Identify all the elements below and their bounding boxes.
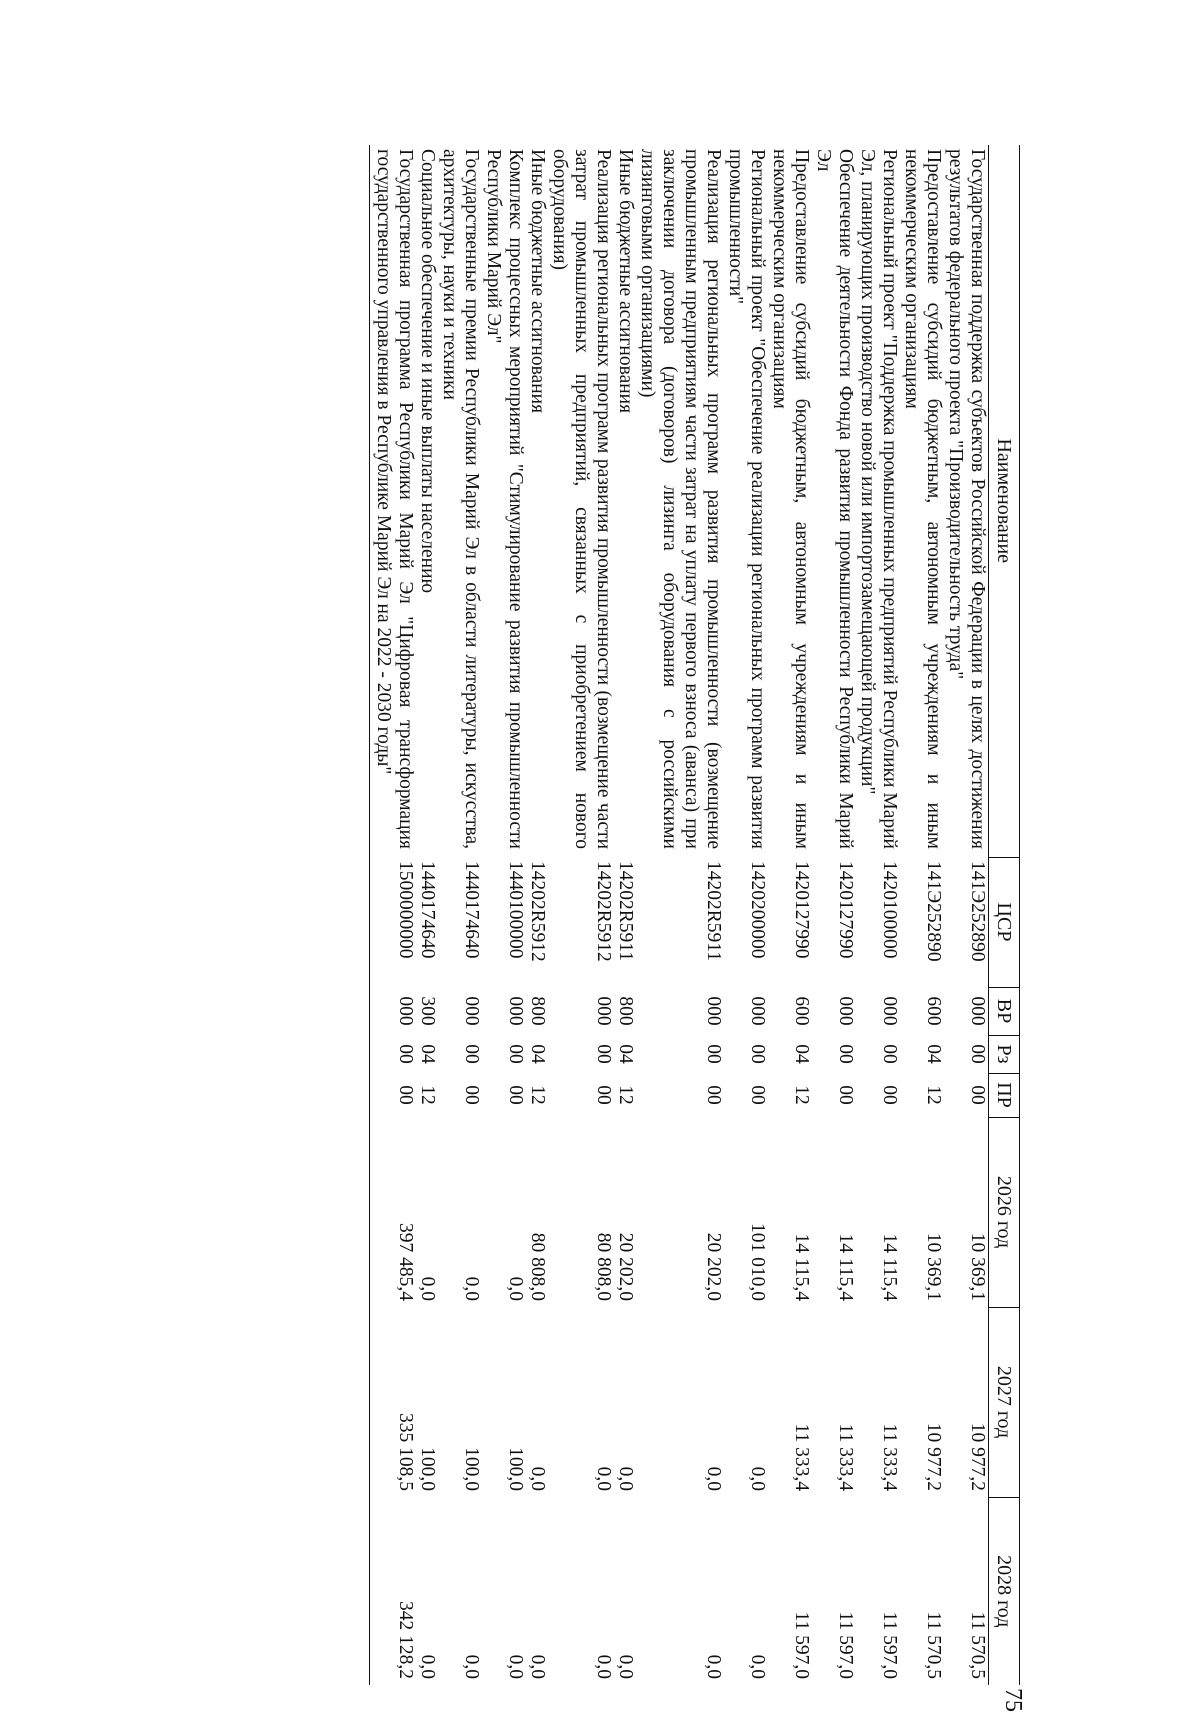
cell-rz: 00 xyxy=(747,1044,768,1064)
cell-vr: 000 xyxy=(835,996,856,1026)
cell-vr: 800 xyxy=(527,996,548,1026)
cell-2028: 0,0 xyxy=(615,1654,636,1679)
cell-2028: 11 597,0 xyxy=(791,1611,812,1679)
cell-2026: 14 115,4 xyxy=(879,1233,900,1301)
table-row xyxy=(548,145,614,1685)
header-2028: 2028 год xyxy=(989,1497,1020,1685)
cell-csr: 1440174640 xyxy=(461,861,482,959)
cell-pr: 00 xyxy=(835,1085,856,1105)
table-row xyxy=(724,145,768,1685)
cell-rz: 04 xyxy=(527,1044,548,1064)
cell-name: Иные бюджетные ассигнования xyxy=(615,149,636,414)
cell-2027: 0,0 xyxy=(703,1466,724,1491)
cell-2028: 0,0 xyxy=(593,1654,614,1679)
cell-vr: 000 xyxy=(967,996,988,1026)
cell-name: Предоставление субсидий бюджетным, автономным учреждениям и иным некоммерческим организациям xyxy=(769,149,812,849)
table-row xyxy=(614,145,636,1685)
cell-name: Региональный проект "Обеспечение реализации региональных программ развития промышленности" xyxy=(725,149,768,849)
cell-vr: 600 xyxy=(923,996,944,1026)
table-row xyxy=(438,145,482,1685)
cell-rz: 04 xyxy=(791,1044,812,1064)
cell-pr: 00 xyxy=(505,1085,526,1105)
cell-2027: 0,0 xyxy=(593,1466,614,1491)
cell-2028: 11 570,5 xyxy=(967,1611,988,1679)
header-pr: ПР xyxy=(989,1073,1020,1117)
cell-name: Предоставление субсидий бюджетным, автономным учреждениям и иным некоммерческим организациям xyxy=(901,149,944,849)
cell-pr: 00 xyxy=(593,1085,614,1105)
cell-2028: 342 128,2 xyxy=(370,1497,417,1685)
cell-csr: 1420127990 xyxy=(791,861,812,959)
table-row xyxy=(370,145,417,1685)
cell-2026: 0,0 xyxy=(505,1276,526,1301)
cell-pr: 12 xyxy=(615,1085,636,1105)
cell-2027: 100,0 xyxy=(505,1447,526,1491)
cell-2026: 101 010,0 xyxy=(747,1223,768,1301)
cell-rz: 00 xyxy=(703,1044,724,1064)
cell-name: Социальное обеспечение и иные выплаты населению xyxy=(417,149,438,594)
cell-pr: 00 xyxy=(879,1085,900,1105)
cell-2026: 80 808,0 xyxy=(593,1232,614,1301)
cell-name: Государственная программа Республики Марий Эл "Цифровая трансформация государственного управления в Республике Марий Эл на 2022 - 2030 годы" xyxy=(370,145,417,857)
cell-2027: 0,0 xyxy=(527,1466,548,1491)
cell-rz: 00 xyxy=(835,1044,856,1064)
cell-csr: 14202R5912 xyxy=(527,861,548,962)
cell-pr: 00 xyxy=(703,1085,724,1105)
cell-2028: 0,0 xyxy=(747,1654,768,1679)
cell-csr: 14202R5911 xyxy=(703,861,724,962)
cell-2028: 0,0 xyxy=(527,1654,548,1679)
cell-name: Государственная поддержка субъектов Российской Федерации в целях достижения результатов федерального проекта "Производительность труда" xyxy=(945,149,988,849)
cell-vr: 300 xyxy=(417,996,438,1026)
cell-name: Государственные премии Республики Марий Эл в области литературы, искусства, архитектуры, науки и техники xyxy=(439,149,482,849)
cell-pr: 12 xyxy=(527,1085,548,1105)
cell-2026: 80 808,0 xyxy=(527,1232,548,1301)
cell-2026: 14 115,4 xyxy=(791,1233,812,1301)
header-2027: 2027 год xyxy=(989,1307,1020,1497)
header-csr: ЦСР xyxy=(989,857,1020,987)
cell-2027: 0,0 xyxy=(747,1466,768,1491)
table-body xyxy=(370,145,989,1685)
cell-rz: 04 xyxy=(615,1044,636,1064)
cell-csr: 1440100000 xyxy=(505,861,526,959)
page-number: 75 xyxy=(1000,1688,1026,1712)
cell-csr: 141Э252890 xyxy=(967,861,988,962)
table-row xyxy=(526,145,548,1685)
cell-name: Иные бюджетные ассигнования xyxy=(527,149,548,414)
cell-2027: 11 333,4 xyxy=(791,1423,812,1491)
cell-rz: 00 xyxy=(461,1044,482,1064)
cell-2026: 10 369,1 xyxy=(923,1232,944,1301)
cell-csr: 1500000000 xyxy=(370,857,417,987)
cell-rz: 00 xyxy=(879,1044,900,1064)
cell-pr: 12 xyxy=(791,1085,812,1105)
table-row xyxy=(416,145,438,1685)
cell-csr: 14202R5912 xyxy=(593,861,614,962)
table-row xyxy=(900,145,944,1685)
cell-rz: 04 xyxy=(417,1044,438,1064)
cell-csr: 1440174640 xyxy=(417,861,438,959)
cell-2026: 397 485,4 xyxy=(370,1117,417,1307)
cell-csr: 14202R5911 xyxy=(615,861,636,962)
cell-2027: 0,0 xyxy=(615,1466,636,1491)
cell-name: Обеспечение деятельности Фонда развития промышленности Республики Марий Эл xyxy=(813,149,856,849)
cell-vr: 600 xyxy=(791,996,812,1026)
table-row xyxy=(482,145,526,1685)
table-row xyxy=(812,145,856,1685)
cell-rz: 00 xyxy=(370,1035,417,1073)
cell-csr: 1420127990 xyxy=(835,861,856,959)
cell-2026: 20 202,0 xyxy=(703,1232,724,1301)
cell-csr: 141Э252890 xyxy=(923,861,944,962)
cell-2028: 11 597,0 xyxy=(879,1611,900,1679)
cell-2026: 0,0 xyxy=(461,1276,482,1301)
cell-2026: 10 369,1 xyxy=(967,1232,988,1301)
cell-2028: 0,0 xyxy=(505,1654,526,1679)
cell-pr: 00 xyxy=(461,1085,482,1105)
cell-2028: 0,0 xyxy=(417,1654,438,1679)
table-row xyxy=(636,145,724,1685)
cell-2026: 0,0 xyxy=(417,1276,438,1301)
cell-rz: 00 xyxy=(505,1044,526,1064)
cell-2026: 20 202,0 xyxy=(615,1232,636,1301)
cell-name: Комплекс процессных мероприятий "Стимулирование развития промышленности Республики Марий Эл" xyxy=(483,149,526,849)
cell-name: Реализация региональных программ развития промышленности (возмещение промышленным предприятиям части затрат на уплату первого взноса (аванса) при заключении договора (договоров) лизинга оборудования с российскими лизинговыми организациями) xyxy=(637,149,724,849)
cell-vr: 800 xyxy=(615,996,636,1026)
cell-csr: 1420200000 xyxy=(747,861,768,959)
cell-vr: 000 xyxy=(747,996,768,1026)
cell-vr: 000 xyxy=(593,996,614,1026)
rotated-page xyxy=(140,145,1026,1712)
cell-2027: 100,0 xyxy=(417,1447,438,1491)
cell-name: Реализация региональных программ развития промышленности (возмещение части затрат промышленных предприятий, связанных с приобретением нового оборудования) xyxy=(549,149,614,849)
cell-2027: 100,0 xyxy=(461,1447,482,1491)
header-rz: Рз xyxy=(989,1035,1020,1073)
cell-vr: 000 xyxy=(461,996,482,1026)
cell-2028: 0,0 xyxy=(461,1654,482,1679)
header-2026: 2026 год xyxy=(989,1117,1020,1307)
cell-rz: 04 xyxy=(923,1044,944,1064)
cell-name: Региональный проект "Поддержка промышленных предприятий Республики Марий Эл, планирующих производство новой или импортозамещающей продукции" xyxy=(857,149,900,849)
cell-rz: 00 xyxy=(967,1044,988,1064)
cell-vr: 000 xyxy=(370,987,417,1035)
cell-2027: 335 108,5 xyxy=(370,1307,417,1497)
cell-2028: 0,0 xyxy=(703,1654,724,1679)
cell-2027: 11 333,4 xyxy=(879,1423,900,1491)
table-row xyxy=(856,145,900,1685)
header-vr: ВР xyxy=(989,987,1020,1035)
cell-pr: 00 xyxy=(967,1085,988,1105)
cell-2027: 10 977,2 xyxy=(923,1422,944,1491)
cell-pr: 00 xyxy=(370,1073,417,1117)
table-row xyxy=(944,145,989,1685)
cell-pr: 12 xyxy=(417,1085,438,1105)
cell-csr: 1420100000 xyxy=(879,861,900,959)
table-row xyxy=(768,145,812,1685)
cell-vr: 000 xyxy=(879,996,900,1026)
cell-pr: 00 xyxy=(747,1085,768,1105)
cell-2028: 11 597,0 xyxy=(835,1611,856,1679)
budget-table xyxy=(369,145,1020,1685)
cell-vr: 000 xyxy=(703,996,724,1026)
cell-vr: 000 xyxy=(505,996,526,1026)
cell-2028: 11 570,5 xyxy=(923,1611,944,1679)
header-name: Наименование xyxy=(989,145,1020,857)
cell-rz: 00 xyxy=(593,1044,614,1064)
cell-2026: 14 115,4 xyxy=(835,1233,856,1301)
cell-pr: 12 xyxy=(923,1085,944,1105)
cell-2027: 10 977,2 xyxy=(967,1422,988,1491)
cell-2027: 11 333,4 xyxy=(835,1423,856,1491)
table-header-row xyxy=(989,145,1020,1685)
